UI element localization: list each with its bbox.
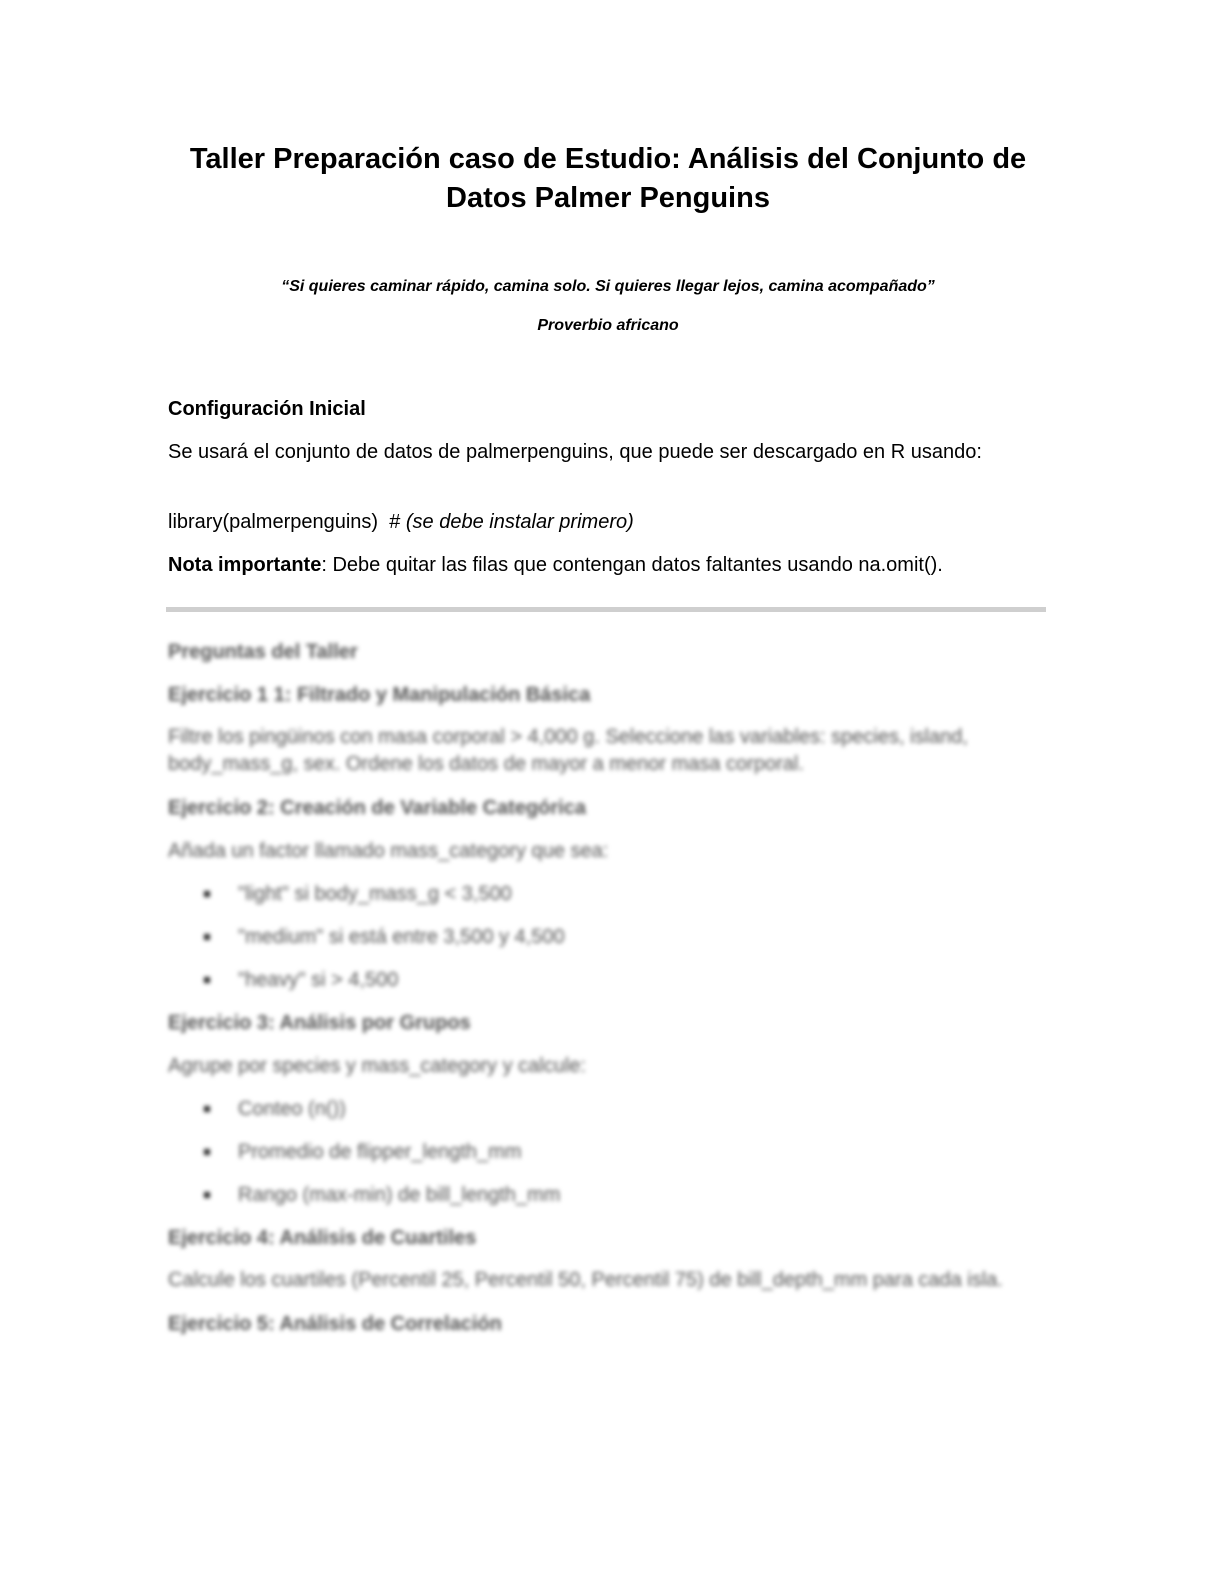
setup-heading: Configuración Inicial: [168, 398, 366, 420]
note-text: : Debe quitar las filas que contengan datos faltantes usando na.omit().: [321, 554, 943, 576]
list-item: Promedio de flipper_length_mm: [238, 1138, 1048, 1181]
setup-intro: Se usará el conjunto de datos de palmerpenguins, que puede ser descargado en R usando:: [168, 441, 982, 463]
note-label: Nota importante: [168, 554, 322, 576]
list-item: Rango (max-min) de bill_length_mm: [238, 1181, 1048, 1224]
section-divider: [166, 607, 1046, 612]
setup-note: [168, 552, 1048, 579]
questions-heading: Preguntas del Taller: [168, 641, 358, 663]
exercise-5-title: Ejercicio 5: Análisis de Correlación: [168, 1313, 502, 1335]
list-item: Conteo (n()): [238, 1095, 1048, 1138]
list-item: "medium" si está entre 3,500 y 4,500: [238, 923, 1048, 966]
code-comment: (se debe instalar primero): [405, 511, 634, 533]
document-title: Taller Preparación caso de Estudio: Análisis del Conjunto de Datos Palmer Penguins: [189, 143, 1027, 214]
exercise-2-list: [168, 880, 1048, 1009]
exercise-1-text: Filtre los pingüinos con masa corporal > 4,000 g. Seleccione las variables: species, island, body_mass_g, sex. Ordene los datos de mayor a menor masa corporal.: [168, 726, 968, 775]
exercise-2-title: Ejercicio 2: Creación de Variable Categórica: [168, 797, 586, 819]
exercise-3-text: Agrupe por species y mass_category y calcule:: [168, 1055, 586, 1077]
exercise-1-title: Ejercicio 1 1: Filtrado y Manipulación Básica: [168, 684, 591, 706]
epigraph-quote: “Si quieres caminar rápido, camina solo. Si quieres llegar lejos, camina acompañado”: [281, 278, 935, 295]
exercise-4-title: Ejercicio 4: Análisis de Cuartiles: [168, 1227, 477, 1249]
exercise-3-list: [168, 1095, 1048, 1224]
epigraph-attribution: Proverbio africano: [537, 317, 679, 334]
list-item: "heavy" si > 4,500: [238, 966, 1048, 1009]
blurred-questions-section: [168, 638, 1048, 1353]
code-text: library(palmerpenguins) #: [168, 511, 406, 533]
exercise-3-title: Ejercicio 3: Análisis por Grupos: [168, 1012, 471, 1034]
exercise-4-text: Calcule los cuartiles (Percentil 25, Percentil 50, Percentil 75) de bill_depth_mm para cada isla.: [168, 1269, 1003, 1291]
list-item: "light" si body_mass_g < 3,500: [238, 880, 1048, 923]
exercise-2-text: Añada un factor llamado mass_category que sea:: [168, 840, 609, 862]
setup-code-line: [168, 509, 1048, 536]
